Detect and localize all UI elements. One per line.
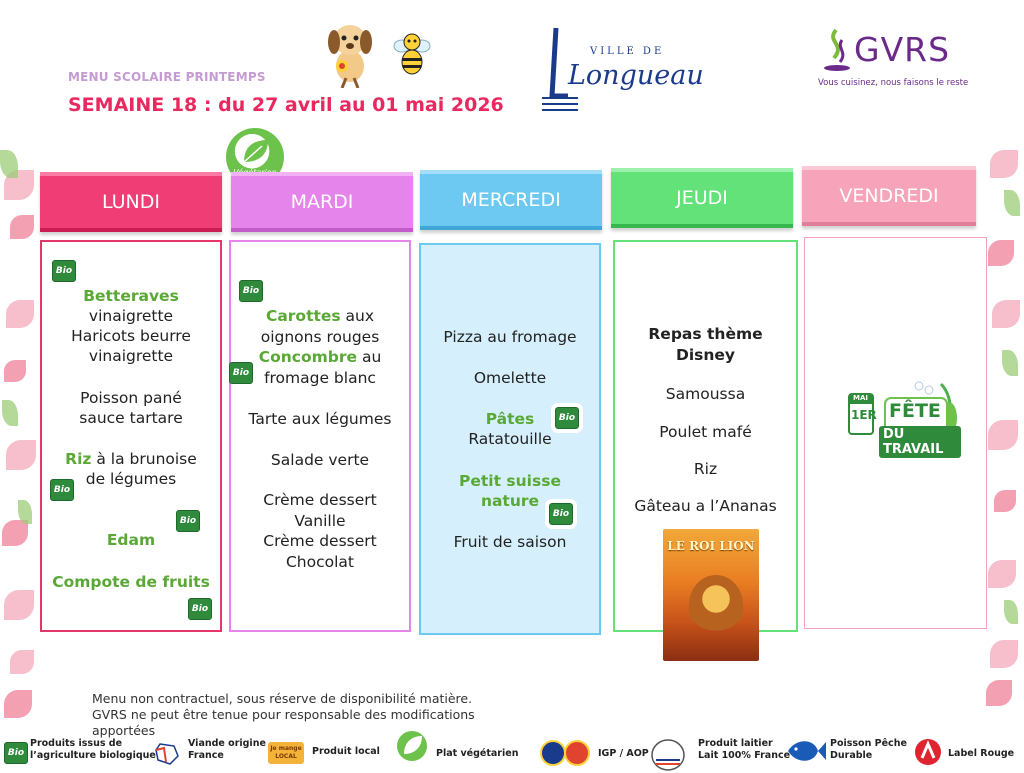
gvrs-name: GVRS — [854, 30, 951, 69]
disclaimer-line: apportées — [92, 723, 156, 738]
fete-subtitle: DU TRAVAIL — [879, 426, 961, 458]
bio-icon: Bio — [229, 362, 253, 384]
menu-item: vinaigrette — [88, 307, 174, 325]
menu-item: Compote de fruits — [52, 573, 210, 591]
menu-column-mercredi — [419, 243, 601, 635]
gvrs-logo — [818, 28, 978, 90]
menu-item-bio-name: Riz — [65, 450, 92, 468]
bio-icon: Bio — [188, 598, 212, 620]
menu-item-rest: au — [357, 348, 382, 366]
menu-item: Salade verte — [270, 451, 370, 469]
menu-theme-title: Repas thème — [648, 325, 763, 343]
disclaimer-line: GVRS ne peut être tenue pour responsable des modifications — [92, 707, 475, 722]
legend-label: Produit laitier — [698, 738, 773, 749]
bio-icon: Bio — [176, 510, 200, 532]
legend-label-rouge: Label Rouge — [948, 748, 1015, 759]
menu-item — [231, 306, 409, 326]
lion-king-poster-image — [663, 529, 759, 661]
menu-item — [42, 449, 220, 469]
bio-icon: Bio — [50, 479, 74, 501]
week-title: SEMAINE 18 : du 27 avril au 01 mai 2026 — [68, 94, 504, 116]
bee-mascot-icon — [392, 30, 432, 76]
menu-item: Chocolat — [285, 553, 355, 571]
ville-name-label: Longueau — [568, 60, 704, 91]
legend-igp: IGP / AOP — [598, 748, 649, 759]
fete-month: MAI — [853, 394, 868, 402]
legend-bio — [30, 738, 156, 762]
menu-theme-title: Disney — [675, 346, 736, 364]
menu-item: Edam — [106, 531, 156, 549]
local-badge-icon: Je mange LOCAL — [268, 742, 304, 764]
day-header-vendredi: VENDREDI — [802, 166, 976, 226]
poster-title: LE ROI LION — [667, 539, 755, 553]
ville-longueau-logo — [538, 26, 718, 116]
dog-mascot-icon — [320, 16, 380, 88]
menu-item: Crème dessert — [263, 491, 377, 509]
ville-small-label: VILLE DE — [590, 46, 665, 57]
legend-local: Produit local — [312, 746, 380, 757]
menu-item: fromage blanc — [264, 369, 376, 387]
menu-item: Riz — [693, 460, 718, 478]
menu-item: nature — [480, 492, 540, 510]
menu-item: Pâtes — [485, 410, 535, 428]
menu-column-jeudi — [613, 240, 798, 632]
menu-item-bio-name: Concombre — [258, 348, 358, 366]
menu-item: oignons rouges — [260, 328, 380, 346]
menu-item: de légumes — [85, 470, 177, 488]
legend-label: Durable — [830, 750, 873, 761]
fete-title: FÊTE — [889, 400, 941, 422]
menu-item: Petit suisse — [459, 472, 561, 490]
bio-icon: Bio — [4, 742, 28, 764]
legend-laitier — [698, 738, 790, 762]
legend-bar — [0, 738, 1024, 772]
legend-label: Produits issus de — [30, 738, 123, 749]
menu-item — [231, 347, 409, 367]
bio-icon: Bio — [239, 280, 263, 302]
france-map-icon — [154, 742, 180, 766]
legend-viande — [188, 738, 266, 762]
menu-item: Betteraves — [83, 287, 179, 305]
menu-item: Fruit de saison — [453, 533, 567, 551]
leaf-icon — [240, 136, 272, 166]
lion-icon — [689, 575, 743, 635]
day-header-mercredi: MERCREDI — [420, 170, 602, 230]
day-header-mardi: MARDI — [231, 172, 413, 232]
legend-label: Viande origine — [188, 738, 266, 749]
legend-label: Lait 100% France — [698, 750, 791, 761]
menu-item: Poisson pané — [80, 389, 182, 407]
gvrs-tagline: Vous cuisinez, nous faisons le reste — [818, 78, 969, 88]
legend-vegetarien: Plat végétarien — [436, 748, 519, 759]
menu-item: Tarte aux légumes — [248, 410, 392, 428]
bio-icon: Bio — [52, 260, 76, 282]
legend-label: Poisson Pêche — [830, 738, 907, 749]
menu-column-mardi — [229, 240, 411, 632]
menu-item: Gâteau a l’Ananas — [634, 497, 777, 515]
label-rouge-icon — [914, 738, 942, 766]
lait-france-icon — [650, 738, 686, 772]
menu-column-lundi — [40, 240, 222, 632]
legend-label: l’agriculture biologique — [30, 750, 156, 761]
menu-item: Crème dessert — [263, 532, 377, 550]
menu-item: Samoussa — [665, 385, 746, 403]
menu-item: Poulet mafé — [659, 423, 752, 441]
vegetarian-leaf-icon — [396, 730, 428, 762]
menu-item-rest: à la brunoise — [91, 450, 197, 468]
menu-item-bio-name: Carottes — [265, 307, 341, 325]
bio-icon: Bio — [549, 503, 573, 525]
gvrs-flame-icon — [822, 28, 852, 72]
menu-item: Pizza au fromage — [443, 328, 577, 346]
menu-item: Vanille — [294, 512, 346, 530]
fish-icon — [786, 738, 826, 764]
day-header-lundi: LUNDI — [40, 172, 222, 232]
disclaimer-text — [92, 691, 552, 739]
menu-item: Omelette — [473, 369, 547, 387]
fete-du-travail-badge — [845, 378, 961, 468]
menu-item: Ratatouille — [468, 430, 552, 448]
legend-label: France — [188, 750, 224, 761]
day-header-jeudi: JEUDI — [611, 168, 793, 228]
fete-day: 1ER — [851, 408, 877, 422]
menu-item: vinaigrette — [88, 347, 174, 365]
menu-subtitle: MENU SCOLAIRE PRINTEMPS — [68, 70, 266, 84]
disclaimer-line: Menu non contractuel, sous réserve de disponibilité matière. — [92, 691, 473, 706]
legend-poisson — [830, 738, 907, 762]
menu-item: sauce tartare — [79, 409, 183, 427]
igp-aop-icon — [540, 740, 590, 766]
menu-column-vendredi — [804, 237, 987, 629]
menu-item-rest: aux — [340, 307, 375, 325]
bio-icon: Bio — [555, 407, 579, 429]
menu-item: Haricots beurre — [71, 327, 191, 345]
